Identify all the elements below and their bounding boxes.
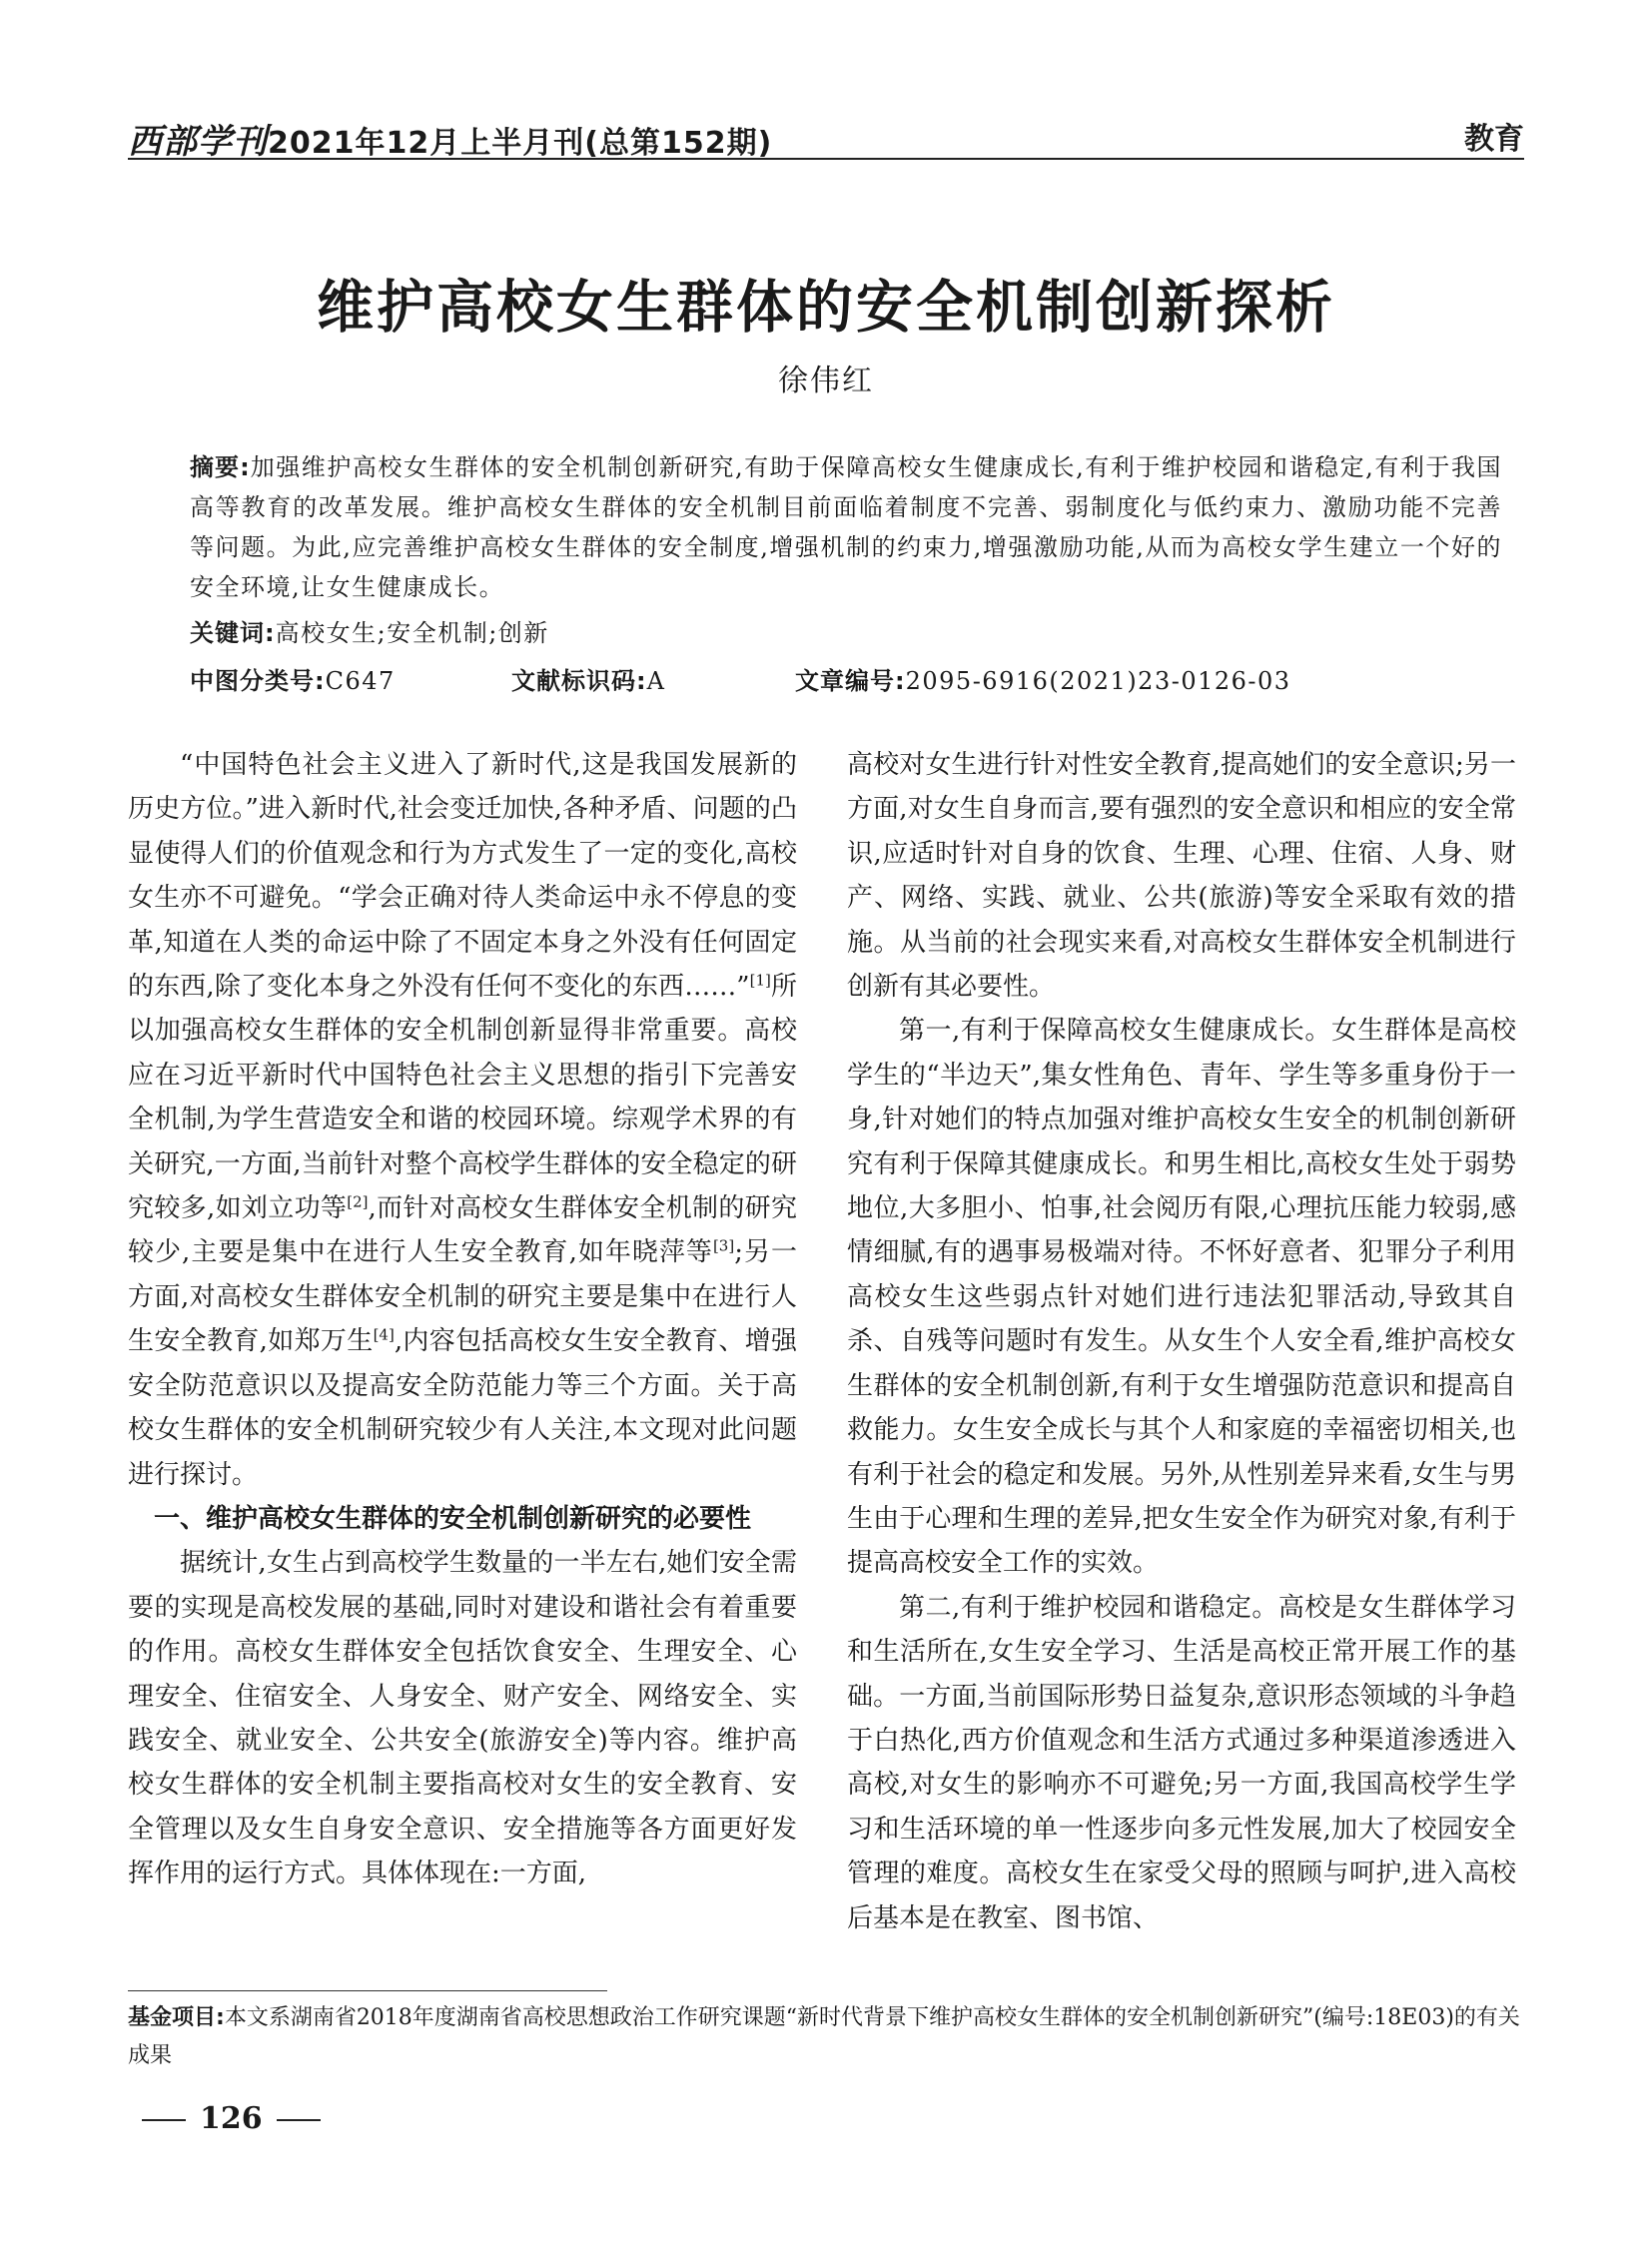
header-rule: [128, 158, 1524, 160]
citation-4: [4]: [373, 1325, 395, 1344]
intro-part-b: 所以加强高校女生群体的安全机制创新显得非常重要。高校应在习近平新时代中国特色社会主义思想的指引下完善安全机制,为学生营造安全和谐的校园环境。综观学术界的有关研究,一方面,当前针对整个高校学生群体的安全稳定的研究较多,如刘立功等: [128, 972, 797, 1224]
journal-info: [128, 114, 772, 163]
keywords-label: 关键词:: [190, 619, 276, 647]
article-number-label: 文章编号:: [795, 667, 906, 695]
clc-value: C647: [325, 667, 396, 695]
footnote-text: 本文系湖南省2018年度湖南省高校思想政治工作研究课题“新时代背景下维护高校女生群体的安全机制创新研究”(编号:18E03)的有关成果: [128, 2005, 1520, 2068]
doc-code-value: A: [646, 667, 666, 695]
footnote-rule: [128, 1990, 607, 1991]
running-header: [128, 112, 1524, 160]
page-number-value: 126: [200, 2101, 263, 2136]
intro-part-d: ;另一方面,对高校女生群体安全机制的研究主要是集中在进行人生安全教育,如郑万生: [128, 1237, 797, 1357]
abstract: [190, 447, 1502, 607]
abstract-text: 加强维护高校女生群体的安全机制创新研究,有助于保障高校女生健康成长,有利于维护校园和谐稳定,有利于我国高等教育的改革发展。维护高校女生群体的安全机制目前面临着制度不完善、弱制度化与低约束力、激励功能不完善等问题。为此,应完善维护高校女生群体的安全制度,增强机制的约束力,增强激励功能,从而为高校女学生建立一个好的安全环境,让女生健康成长。: [190, 453, 1502, 601]
paragraph-second-point: 第二,有利于维护校园和谐稳定。高校是女生群体学习和生活所在,女生安全学习、生活是高校正常开展工作的基础。一方面,当前国际形势日益复杂,意识形态领域的斗争趋于白热化,西方价值观念和生活方式通过多种渠道渗透进入高校,对女生的影响亦不可避免;另一方面,我国高校学生学习和生活环境的单一性逐步向多元性发展,加大了校园安全管理的难度。高校女生在家受父母的照顾与呵护,进入高校后基本是在教室、图书馆、: [847, 1592, 1516, 1933]
abstract-block: [190, 447, 1502, 701]
funding-footnote: [128, 1999, 1524, 2075]
section-heading-1: 一、维护高校女生群体的安全机制创新研究的必要性: [154, 1503, 752, 1534]
paragraph-statistics-continued: 高校对女生进行针对性安全教育,提高她们的安全意识;另一方面,对女生自身而言,要有强烈的安全意识和相应的安全常识,应适时针对自身的饮食、生理、心理、住宿、人身、财产、网络、实践、就业、公共(旅游)等安全采取有效的措施。从当前的社会现实来看,对高校女生群体安全机制进行创新有其必要性。: [847, 750, 1516, 1003]
journal-logo: 西部学刊: [128, 122, 268, 162]
clc-label: 中图分类号:: [190, 667, 326, 695]
intro-part-e: ,内容包括高校女生安全教育、增强安全防范意识以及提高安全防范能力等三个方面。关于高校女生群体的安全机制研究较少有人关注,本文现对此问题进行探讨。: [128, 1326, 798, 1490]
classification-line: [190, 661, 1502, 701]
paragraph-intro: [128, 743, 797, 1497]
page-number: [128, 2101, 335, 2136]
keywords-text: 高校女生;安全机制;创新: [275, 619, 549, 647]
article-number-value: 2095-6916(2021)23-0126-03: [905, 667, 1291, 695]
page-dash-left: [142, 2119, 186, 2121]
abstract-label: 摘要:: [190, 453, 251, 481]
intro-part-c: ,而针对高校女生群体安全机制的研究较少,主要是集中在进行人生安全教育,如年晓萍等: [128, 1193, 798, 1268]
article-author: 徐伟红: [778, 364, 874, 398]
paragraph-statistics: 据统计,女生占到高校学生数量的一半左右,她们安全需要的实现是高校发展的基础,同时对建设和谐社会有着重要的作用。高校女生群体安全包括饮食安全、生理安全、心理安全、住宿安全、人身安全、财产安全、网络安全、实践安全、就业安全、公共安全(旅游安全)等内容。维护高校女生群体的安全机制主要指高校对女生的安全教育、安全管理以及女生自身安全意识、安全措施等各方面更好发挥作用的运行方式。具体体现在:一方面,: [128, 1548, 797, 1889]
section-label: 教育: [1464, 122, 1524, 157]
citation-3: [3]: [712, 1236, 735, 1255]
citation-1: [1]: [749, 971, 771, 990]
citation-2: [2]: [347, 1192, 369, 1211]
right-column: [847, 743, 1516, 1940]
page-dash-right: [277, 2119, 321, 2121]
doc-code-label: 文献标识码:: [511, 667, 647, 695]
article-number: [795, 661, 1291, 701]
journal-issue: 2021年12月上半月刊(总第152期): [268, 126, 773, 161]
article-title: 维护高校女生群体的安全机制创新探析: [317, 275, 1335, 341]
doc-code: [511, 661, 795, 701]
left-column: [128, 743, 797, 1896]
keywords: [190, 613, 1502, 653]
paragraph-first-point: 第一,有利于保障高校女生健康成长。女生群体是高校学生的“半边天”,集女性角色、青年、学生等多重身份于一身,针对她们的特点加强对维护高校女生安全的机制创新研究有利于保障其健康成长。和男生相比,高校女生处于弱势地位,大多胆小、怕事,社会阅历有限,心理抗压能力较弱,感情细腻,有的遇事易极端对待。不怀好意者、犯罪分子利用高校女生这些弱点针对她们进行违法犯罪活动,导致其自杀、自残等问题时有发生。从女生个人安全看,维护高校女生群体的安全机制创新,有利于女生增强防范意识和提高自救能力。女生安全成长与其个人和家庭的幸福密切相关,也有利于社会的稳定和发展。另外,从性别差异来看,女生与男生由于心理和生理的差异,把女生安全作为研究对象,有利于提高高校安全工作的实效。: [847, 1016, 1516, 1579]
footnote-label: 基金项目:: [128, 2005, 225, 2030]
intro-part-a: “中国特色社会主义进入了新时代,这是我国发展新的历史方位。”进入新时代,社会变迁加快,各种矛盾、问题的凸显使得人们的价值观念和行为方式发生了一定的变化,高校女生亦不可避免。“学会正确对待人类命运中永不停息的变革,知道在人类的命运中除了不固定本身之外没有任何固定的东西,除了变化本身之外没有任何不变化的东西……”: [128, 750, 797, 1003]
clc-code: [190, 661, 511, 701]
